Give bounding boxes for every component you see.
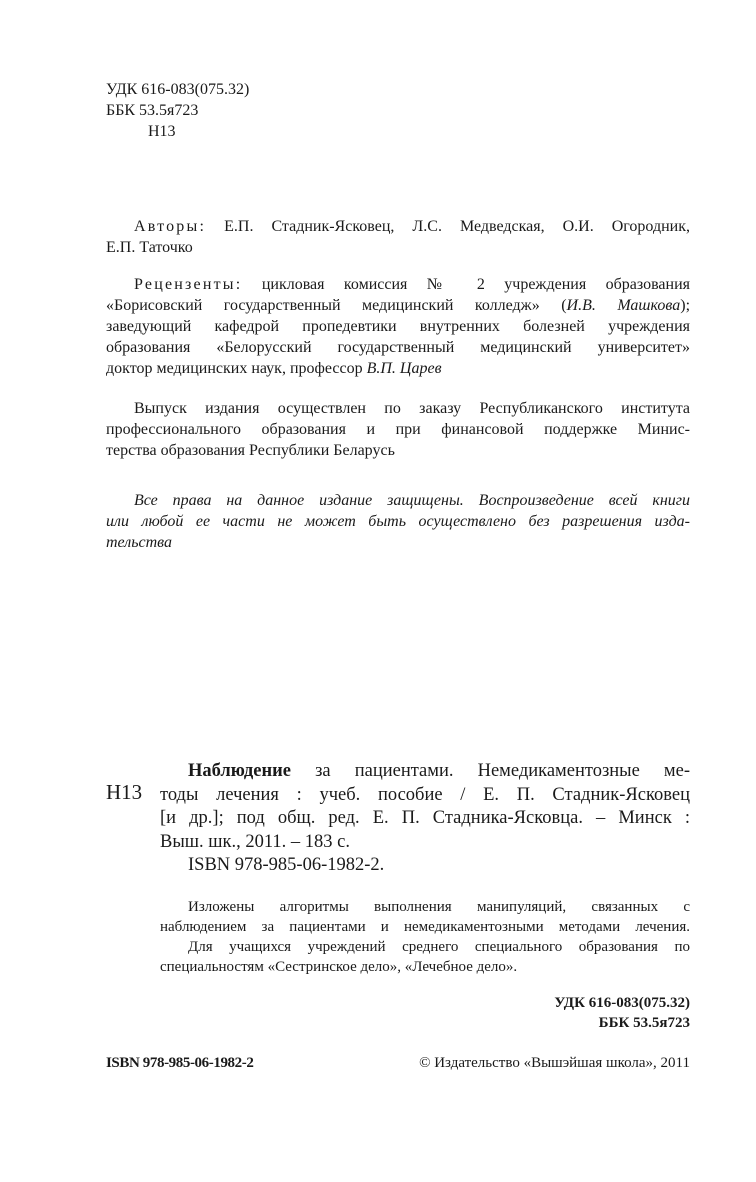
rights-line-2: или любой ее части не может быть осуществлено без разрешения изда- <box>106 513 690 530</box>
reviewers-commission: цикловая комиссия № 2 учреждения образования <box>261 276 691 293</box>
bib-block <box>160 760 690 878</box>
reviewer-name-1: И.В. Машкова <box>566 297 681 314</box>
reviewers-line-3: заведующий кафедрой пропедевтики внутренних болезней учреждения <box>106 318 690 335</box>
reviewers-line-4: образования «Белорусский государственный медицинский университет» <box>106 339 690 356</box>
udk-code-bottom: УДК 616-083(075.32) <box>554 995 690 1011</box>
annotation-line-1: Изложены алгоритмы выполнения манипуляций, связанных с <box>188 899 690 915</box>
rights-line-3: тельства <box>106 534 173 551</box>
funding-block <box>106 398 690 461</box>
bib-author-sign: Н13 <box>106 780 143 804</box>
bib-isbn: ISBN 978-985-06-1982-2. <box>188 855 385 875</box>
authors-line-1 <box>106 216 690 237</box>
bib-line-1: Наблюдение за пациентами. Немедикаментозные ме- <box>188 761 690 781</box>
footer-copyright: © Издательство «Вышэйшая школа», 2011 <box>419 1055 690 1071</box>
bbk-code-bottom: ББК 53.5я723 <box>598 1015 690 1031</box>
bib-title-bold: Наблюдение <box>188 761 291 781</box>
funding-line-1: Выпуск издания осуществлен по заказу Республиканского института <box>134 400 690 417</box>
bib-line-4: Выш. шк., 2011. – 183 с. <box>160 831 351 852</box>
bib-line-2: тоды лечения : учеб. пособие / Е. П. Стадник-Ясковец <box>160 784 690 805</box>
bottom-codes <box>440 993 690 1033</box>
udk-code-top: УДК 616-083(075.32) <box>106 81 250 98</box>
authors-label: Авторы: <box>134 218 207 235</box>
reviewers-block <box>106 274 690 379</box>
annotation-line-2: наблюдением за пациентами и немедикаментозными методами лечения. <box>160 919 690 935</box>
bbk-code-top: ББК 53.5я723 <box>106 102 199 119</box>
rights-block <box>106 490 690 553</box>
authors-line-2: Е.П. Таточко <box>106 239 193 256</box>
annotation-line-4: специальностям «Сестринское дело», «Лечебное дело». <box>160 959 518 975</box>
rights-line-1: Все права на данное издание защищены. Воспроизведение всей книги <box>134 492 690 509</box>
authors-block <box>106 216 690 258</box>
funding-line-3: терства образования Республики Беларусь <box>106 442 395 459</box>
bib-line-3: [и др.]; под общ. ред. Е. П. Стадника-Ясковца. – Минск : <box>160 808 690 828</box>
reviewers-line-5: доктор медицинских наук, профессор В.П. Царев <box>106 360 442 377</box>
annotation-line-3: Для учащихся учреждений среднего специального образования по <box>188 939 690 955</box>
authors-names: Е.П. Стадник-Ясковец, Л.С. Медведская, О.И. Огородник, <box>224 218 691 235</box>
funding-line-2: профессионального образования и при финансовой поддержке Минис- <box>106 421 690 438</box>
reviewer-name-2: В.П. Царев <box>366 360 442 377</box>
reviewers-label: Рецензенты: <box>134 276 243 293</box>
reviewers-line-1 <box>106 274 690 295</box>
reviewers-line-2: «Борисовский государственный медицинский колледж» (И.В. Машкова); <box>106 297 691 314</box>
footer-isbn: ISBN 978-985-06-1982-2 <box>106 1055 254 1071</box>
annotation-block <box>160 897 690 977</box>
author-sign-top: Н13 <box>148 123 176 140</box>
